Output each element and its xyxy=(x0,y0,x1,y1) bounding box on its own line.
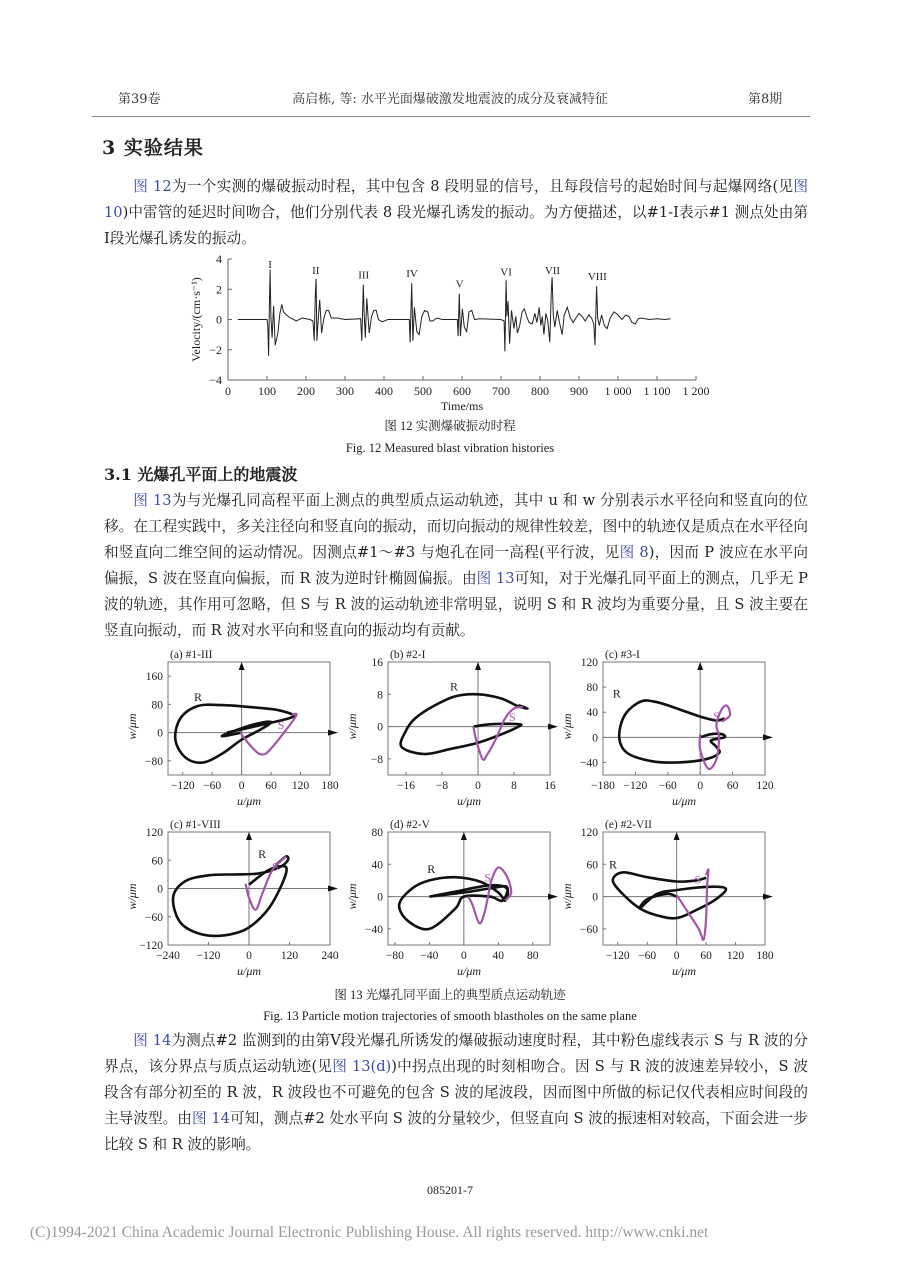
x-tick-label: 800 xyxy=(531,384,549,398)
y-tick-label: 0 xyxy=(216,312,222,327)
x-tick-label: −40 xyxy=(420,950,439,962)
figure-13a-chart xyxy=(125,645,348,815)
para3-text2: )中拐点出现的时刻相吻合。因 S 与 R 波的波速差异较小，S 波段含有部分初至的 R 波，R 波段也不可避免的包含 S 波的尾波段，因而图中所做的标记仅代表相应时间段的主导波型。由 xyxy=(104,1058,809,1127)
figure-12-chart xyxy=(180,248,720,418)
fig10-link[interactable]: 图 10 xyxy=(104,178,808,221)
fig13-link-2[interactable]: 图 13 xyxy=(476,570,515,587)
x-tick-label: −120 xyxy=(170,780,195,792)
x-tick-label: 600 xyxy=(453,384,471,398)
fig13-caption-cn: 图 13 光爆孔同平面上的典型质点运动轨迹 xyxy=(334,988,566,1002)
arrow-up-icon xyxy=(475,662,481,670)
s-wave-label: S xyxy=(277,717,285,732)
r-wave-label: R xyxy=(612,686,621,701)
x-tick-label: 120 xyxy=(280,950,299,962)
fig13-caption-en: Fig. 13 Particle motion trajectories of smooth blastholes on the same plane xyxy=(263,1009,637,1023)
x-tick-label: 0 xyxy=(460,950,467,962)
y-tick-label: 0 xyxy=(157,883,163,896)
y-tick-label: 80 xyxy=(371,827,383,839)
x-tick-label: 120 xyxy=(291,780,310,792)
segment-label: VI xyxy=(500,266,512,279)
para1-text2: )中雷管的延迟时间吻合，他们分别代表 8 段光爆孔诱发的振动。为方便描述，以#1-Ⅰ表示#1 测点处由第Ⅰ段光爆孔诱发的振动。 xyxy=(104,204,808,247)
x-tick-label: 16 xyxy=(544,780,556,792)
subplot-title: (b) #2-I xyxy=(390,649,426,661)
x-tick-label: −60 xyxy=(658,780,677,792)
y-tick-label: 60 xyxy=(151,855,163,868)
subplot-title: (c) #3-I xyxy=(605,649,640,661)
s-wave-label: S xyxy=(484,870,491,885)
y-tick-label: −80 xyxy=(145,755,163,768)
y-tick-label: 160 xyxy=(145,671,163,684)
y-axis-label: w/μm xyxy=(560,883,574,910)
para3-text3: 可知，测点#2 处水平向 S 波的分量较少，但竖直向 S 波的振速相对较高，下面会进一步比较 S 和 R 波的影响。 xyxy=(104,1110,808,1153)
y-tick-label: −120 xyxy=(139,940,163,952)
segment-label: I xyxy=(268,259,272,271)
figure-13e-chart xyxy=(560,815,783,985)
plot-frame xyxy=(168,662,330,775)
x-tick-label: 900 xyxy=(570,384,588,398)
x-tick-label: 40 xyxy=(492,950,505,962)
arrow-right-icon xyxy=(548,724,558,730)
y-axis-label: w/μm xyxy=(125,713,139,740)
x-tick-label: 0 xyxy=(475,780,481,792)
arrow-up-icon xyxy=(674,832,680,840)
segment-label: VIII xyxy=(587,271,607,284)
paragraph-2 xyxy=(104,488,808,644)
x-tick-label: 80 xyxy=(527,950,539,962)
y-tick-label: 120 xyxy=(580,827,598,839)
fig13-link[interactable]: 图 13 xyxy=(133,492,172,509)
y-tick-label: 120 xyxy=(580,657,598,669)
arrow-up-icon xyxy=(697,662,703,670)
x-tick-label: 0 xyxy=(697,780,704,792)
y-axis-label: Velocity/(cm·s⁻¹) xyxy=(189,277,203,362)
r-wave-trajectory xyxy=(175,705,294,763)
y-tick-label: −2 xyxy=(209,342,222,357)
y-tick-label: 40 xyxy=(371,859,383,872)
figure-13c2-chart xyxy=(125,815,348,985)
x-tick-label: 1 100 xyxy=(643,384,671,398)
fig13d-link[interactable]: 图 13(d) xyxy=(332,1058,392,1075)
x-tick-label: −120 xyxy=(196,950,221,962)
x-tick-label: −60 xyxy=(638,950,657,962)
x-axis-label: u/μm xyxy=(671,964,697,978)
x-axis-label: u/μm xyxy=(236,794,262,808)
x-tick-label: 180 xyxy=(756,950,774,962)
para2-text2: )，因而 P 波应在水平向偏振，S 波在竖直向偏振，而 R 波为逆时针椭圆偏振。由 xyxy=(104,544,808,587)
para2-text3: 可知，对于光爆孔同平面上的测点，几乎无 P 波的轨迹，其作用可忽略，但 S 与 R 波的运动轨迹非常明显，说明 S 和 R 波均为重要分量，且 S 波主要在竖直向振动，而 R 波对水平向和竖直向的振动均有贡献。 xyxy=(104,570,808,639)
para3-text1: 为测点#2 监测到的由第Ⅴ段光爆孔所诱发的爆破振动速度时程，其中粉色虚线表示 S 与 R 波的分界点，该分界点与质点运动轨迹(见 xyxy=(104,1032,808,1075)
x-tick-label: 500 xyxy=(414,384,432,398)
header-rule xyxy=(92,116,810,117)
segment-label: IV xyxy=(406,268,418,281)
x-tick-label: −120 xyxy=(623,780,648,792)
r-wave-trajectory xyxy=(173,856,288,936)
x-tick-label: 240 xyxy=(321,950,339,962)
x-axis-label: u/μm xyxy=(236,964,262,978)
y-tick-label: 4 xyxy=(216,252,222,266)
x-axis-label: u/μm xyxy=(671,794,697,808)
plot-frame xyxy=(603,662,765,775)
y-tick-label: 0 xyxy=(377,891,383,904)
x-tick-label: 200 xyxy=(297,384,315,398)
y-tick-label: 120 xyxy=(145,827,163,839)
paragraph-3 xyxy=(104,1028,808,1158)
x-tick-label: −60 xyxy=(203,780,222,792)
arrow-right-icon xyxy=(328,730,338,736)
paragraph-1 xyxy=(104,174,808,252)
r-wave-trajectory xyxy=(619,700,725,762)
x-tick-label: 60 xyxy=(726,780,739,792)
y-tick-label: −8 xyxy=(370,753,383,766)
x-tick-label: −180 xyxy=(591,780,615,792)
y-tick-label: 60 xyxy=(586,859,598,872)
y-tick-label: 0 xyxy=(592,891,598,904)
x-axis-label: u/μm xyxy=(456,964,482,978)
arrow-up-icon xyxy=(246,832,252,840)
x-tick-label: −8 xyxy=(435,780,449,792)
r-wave-label: R xyxy=(450,679,459,694)
subplot-title: (d) #2-V xyxy=(390,819,430,831)
y-tick-label: −40 xyxy=(580,757,598,770)
x-tick-label: −16 xyxy=(397,780,415,792)
y-tick-label: 0 xyxy=(377,721,383,734)
x-tick-label: 60 xyxy=(700,950,712,962)
y-axis-label: w/μm xyxy=(125,883,139,910)
segment-label: II xyxy=(312,265,320,278)
arrow-right-icon xyxy=(763,734,773,740)
y-tick-label: 16 xyxy=(371,657,383,669)
x-tick-label: −240 xyxy=(156,950,180,962)
x-tick-label: 0 xyxy=(673,950,680,962)
x-tick-label: 120 xyxy=(726,950,745,962)
figure-13b-chart xyxy=(345,645,568,815)
subplot-title: (e) #2-VII xyxy=(605,819,652,831)
arrow-up-icon xyxy=(239,662,245,670)
figure-13d-chart xyxy=(345,815,568,985)
arrow-right-icon xyxy=(548,894,558,900)
x-tick-label: 0 xyxy=(246,950,252,962)
x-axis-label: u/μm xyxy=(456,794,482,808)
r-wave-label: R xyxy=(609,857,618,872)
fig12-caption-cn: 图 12 实测爆破振动时程 xyxy=(384,419,516,433)
y-tick-label: 40 xyxy=(586,707,598,720)
journal-volume: 第39卷 xyxy=(118,92,161,107)
fig12-link[interactable]: 图 12 xyxy=(133,178,172,195)
segment-label: III xyxy=(358,269,370,282)
r-wave-trajectory xyxy=(399,877,508,929)
fig14-link[interactable]: 图 14 xyxy=(133,1032,172,1049)
y-tick-label: −60 xyxy=(580,923,598,936)
r-wave-label: R xyxy=(194,690,203,705)
x-tick-label: 100 xyxy=(258,384,276,398)
y-tick-label: 0 xyxy=(592,732,598,745)
para2-text1: 为与光爆孔同高程平面上测点的典型质点运动轨迹，其中 u 和 w 分别表示水平径向和竖直向的位移。在工程实践中，多关注径向和竖直向的振动，而切向振动的规律性较差，图中的轨迹仅是质点在水平径向和竖直向二维空间的运动情况。因测点#1～#3 与炮孔在同一高程(平行波，见 xyxy=(104,492,808,561)
s-wave-label: S xyxy=(694,872,702,887)
x-tick-label: 0 xyxy=(225,384,231,398)
section-heading-3-1: 3.1 光爆孔平面上的地震波 xyxy=(104,465,298,484)
s-wave-label: S xyxy=(509,710,516,725)
r-wave-trajectory xyxy=(613,872,726,918)
x-tick-label: −80 xyxy=(385,950,404,962)
x-tick-label: −120 xyxy=(605,950,630,962)
x-tick-label: 300 xyxy=(336,384,354,398)
x-axis-label: Time/ms xyxy=(440,399,484,413)
y-tick-label: 8 xyxy=(377,689,383,702)
x-tick-label: 120 xyxy=(756,780,774,792)
y-tick-label: 80 xyxy=(151,699,163,712)
section-heading-3: 3 实验结果 xyxy=(102,137,204,159)
page-number: 085201-7 xyxy=(427,1183,473,1197)
arrow-up-icon xyxy=(461,832,467,840)
fig14-link-2[interactable]: 图 14 xyxy=(191,1110,230,1127)
x-tick-label: 700 xyxy=(492,384,510,398)
r-wave-label: R xyxy=(258,847,267,861)
y-tick-label: −40 xyxy=(365,923,383,936)
x-tick-label: 1 000 xyxy=(604,384,632,398)
x-tick-label: 180 xyxy=(321,780,339,792)
figure-13c-chart xyxy=(560,645,783,815)
arrow-right-icon xyxy=(763,894,773,900)
fig12-caption-en: Fig. 12 Measured blast vibration histories xyxy=(345,441,555,455)
y-tick-label: 0 xyxy=(157,727,163,740)
copyright-notice: (C)1994-2021 China Academic Journal Electronic Publishing House. All rights reserved. http://www.cnki.net xyxy=(30,1224,709,1241)
x-tick-label: 60 xyxy=(265,780,277,792)
x-tick-label: 1 200 xyxy=(682,384,710,398)
y-axis-label: w/μm xyxy=(345,883,359,910)
y-tick-label: −60 xyxy=(145,911,163,924)
r-wave-label: R xyxy=(427,862,436,877)
subplot-title: (c) #1-VIII xyxy=(170,819,221,831)
y-axis-label: w/μm xyxy=(345,713,359,740)
s-wave-label: S xyxy=(272,859,279,874)
journal-issue: 第8期 xyxy=(748,92,783,107)
subplot-title: (a) #1-III xyxy=(170,649,213,661)
y-axis-label: w/μm xyxy=(560,713,574,740)
x-tick-label: 0 xyxy=(238,780,245,792)
y-tick-label: −4 xyxy=(209,373,222,387)
plot-frame xyxy=(388,662,550,775)
fig8-link[interactable]: 图 8 xyxy=(619,544,649,561)
y-tick-label: 80 xyxy=(586,682,598,695)
segment-label: V xyxy=(455,278,464,291)
x-tick-label: 8 xyxy=(511,780,517,792)
x-tick-label: 400 xyxy=(375,384,393,398)
y-tick-label: 2 xyxy=(216,282,222,297)
segment-label: VII xyxy=(544,265,561,278)
arrow-right-icon xyxy=(328,886,338,892)
running-title: 高启栋, 等: 水平光面爆破激发地震波的成分及衰减特征 xyxy=(292,92,608,107)
para1-text1: 为一个实测的爆破振动时程，其中包含 8 段明显的信号，且每段信号的起始时间与起爆网络(见 xyxy=(171,178,794,195)
s-wave-label: S xyxy=(713,708,720,723)
